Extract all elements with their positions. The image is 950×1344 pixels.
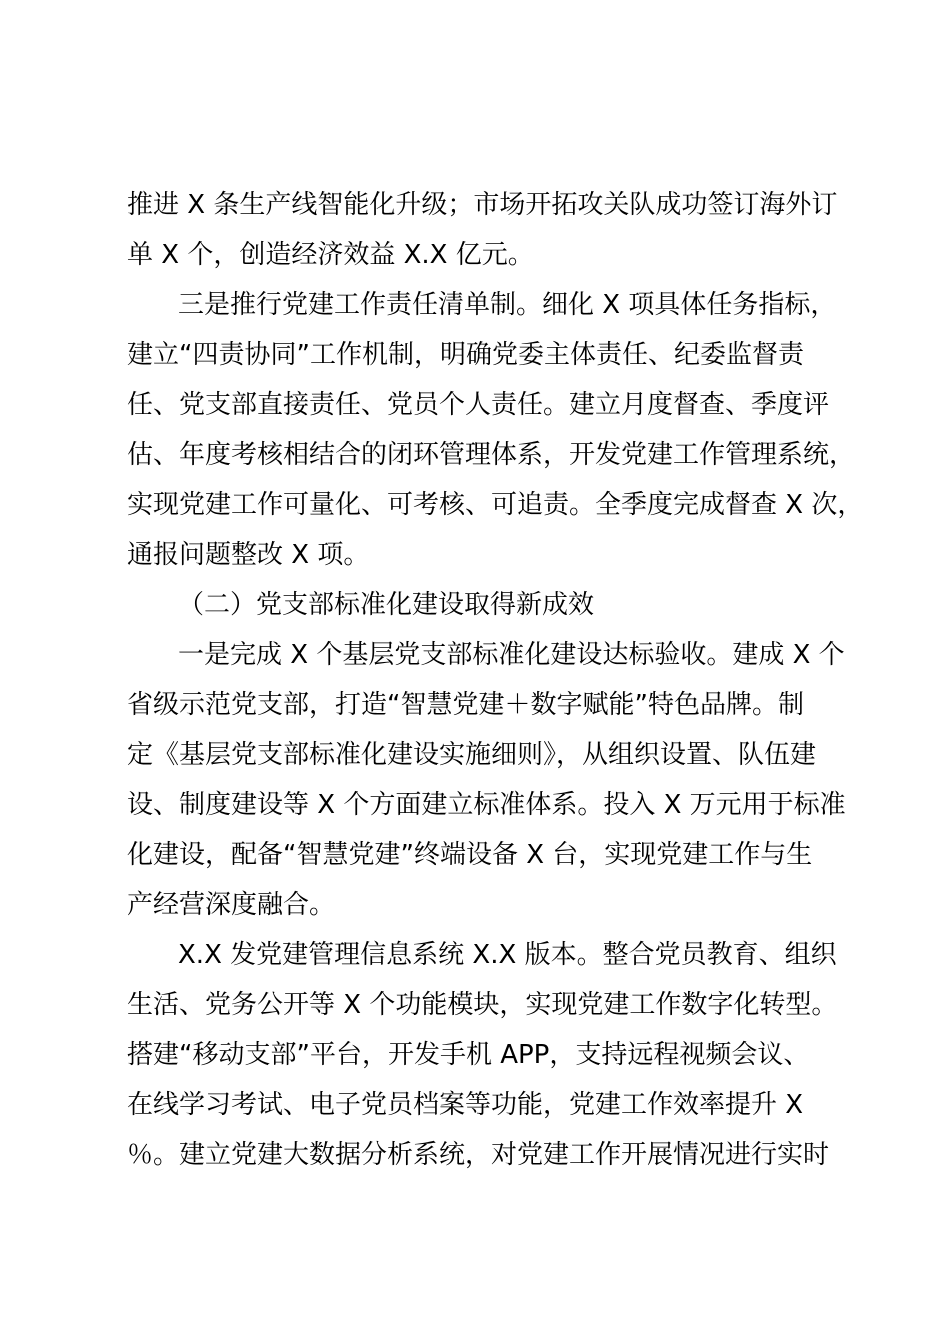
text-line: 产经营深度融合。 [127, 890, 336, 920]
text-line: 推进 X 条生产线智能化升级；市场开拓攻关队成功签订海外订 [127, 190, 838, 220]
text-line: ％。建立党建大数据分析系统，对党建工作开展情况进行实时 [127, 1140, 830, 1170]
text-line: 任、党支部直接责任、党员个人责任。建立月度督查、季度评 [127, 390, 830, 420]
text-line: 在线学习考试、电子党员档案等功能，党建工作效率提升 X [127, 1090, 804, 1120]
paragraph-start-line: X.X 发党建管理信息系统 X.X 版本。整合党员教育、组织 [178, 940, 837, 970]
text-line: 估、年度考核相结合的闭环管理体系，开发党建工作管理系统， [127, 440, 856, 470]
text-line: 定《基层党支部标准化建设实施细则》，从组织设置、队伍建 [127, 740, 817, 770]
text-line: 设、制度建设等 X 个方面建立标准体系。投入 X 万元用于标准 [127, 790, 846, 820]
text-line: 实现党建工作可量化、可考核、可追责。全季度完成督查 X 次， [127, 490, 864, 520]
section-heading: （二）党支部标准化建设取得新成效 [178, 590, 595, 620]
text-line: 化建设，配备“智慧党建”终端设备 X 台，实现党建工作与生 [127, 840, 813, 870]
text-line: 建立“四责协同”工作机制，明确党委主体责任、纪委监督责 [127, 340, 804, 370]
text-line: 省级示范党支部，打造“智慧党建＋数字赋能”特色品牌。制 [127, 690, 804, 720]
paragraph-start-line: 三是推行党建工作责任清单制。细化 X 项具体任务指标， [178, 290, 837, 320]
text-line: 单 X 个，创造经济效益 X.X 亿元。 [127, 240, 534, 270]
text-line: 通报问题整改 X 项。 [127, 540, 370, 570]
text-line: 搭建“移动支部”平台，开发手机 APP，支持远程视频会议、 [127, 1040, 810, 1070]
paragraph-start-line: 一是完成 X 个基层党支部标准化建设达标验收。建成 X 个 [178, 640, 845, 670]
text-line: 生活、党务公开等 X 个功能模块，实现党建工作数字化转型。 [127, 990, 838, 1020]
